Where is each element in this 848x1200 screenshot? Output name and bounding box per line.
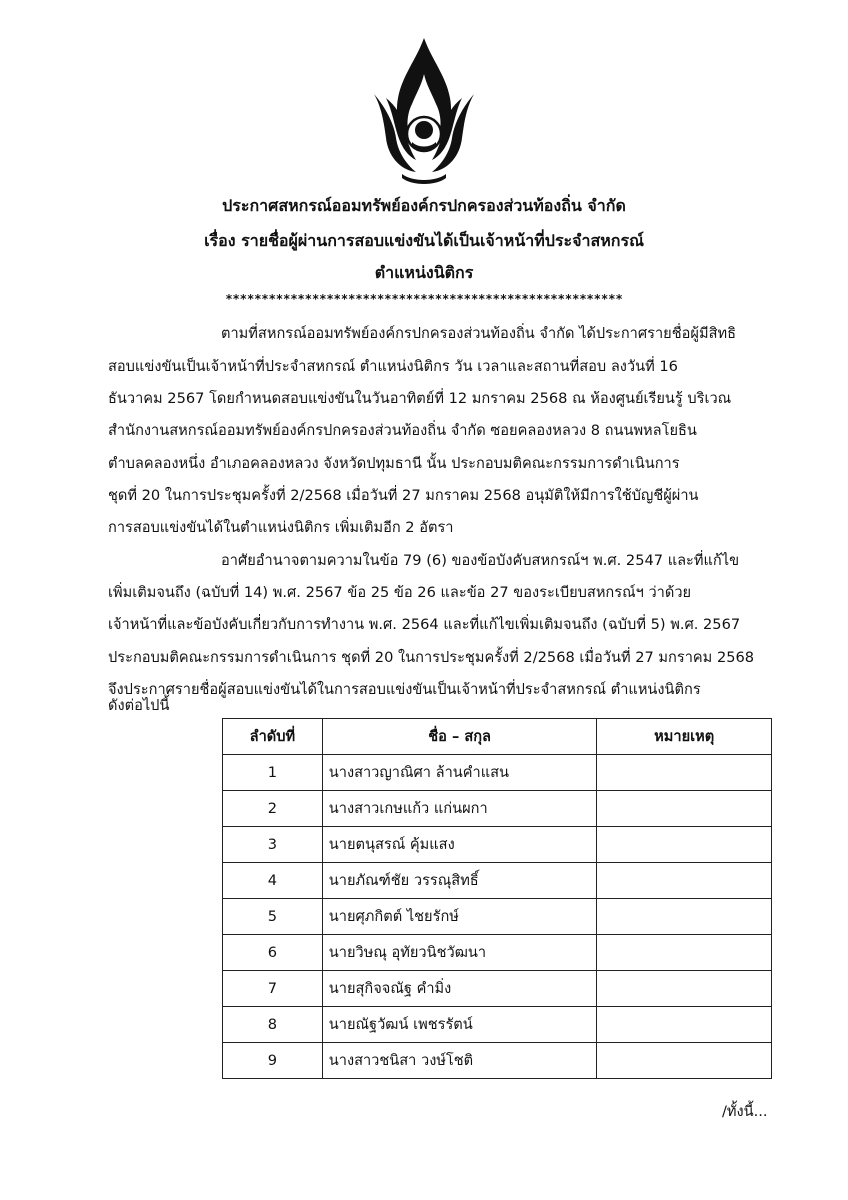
table-row — [223, 935, 772, 971]
row-number: 3 — [223, 827, 323, 863]
row-number: 2 — [223, 791, 323, 827]
table-row — [223, 755, 772, 791]
row-name: นางสาวชนิสา วงษ์โชติ — [322, 1043, 597, 1079]
divider-stars: ******************************************************* — [225, 292, 623, 306]
row-remark — [597, 1007, 772, 1043]
paragraph-2-line-3: เจ้าหน้าที่และข้อบังคับเกี่ยวกับการทำงาน พ.ศ. 2564 และที่แก้ไขเพิ่มเติมจนถึง (ฉบับที่ 5) พ.ศ. 2567 — [108, 616, 741, 633]
announcement-subject: เรื่อง รายชื่อผู้ผ่านการสอบแข่งขันได้เป็นเจ้าหน้าที่ประจำสหกรณ์ — [204, 231, 644, 250]
row-number: 1 — [223, 755, 323, 791]
row-remark — [597, 935, 772, 971]
announcement-title: ประกาศสหกรณ์ออมทรัพย์องค์กรปกครองส่วนท้องถิ่น จำกัด — [222, 196, 626, 215]
row-remark — [597, 791, 772, 827]
row-name: นายสุกิจจณัฐ คำมิ่ง — [322, 971, 597, 1007]
column-header-name: ชื่อ – สกุล — [322, 719, 597, 755]
paragraph-1-line-3: ธันวาคม 2567 โดยกำหนดสอบแข่งขันในวันอาทิตย์ที่ 12 มกราคม 2568 ณ ห้องศูนย์เรียนรู้ บริเวณ — [108, 390, 732, 407]
row-remark — [597, 971, 772, 1007]
row-number: 5 — [223, 899, 323, 935]
row-number: 6 — [223, 935, 323, 971]
row-remark — [597, 755, 772, 791]
row-number: 8 — [223, 1007, 323, 1043]
continued-marker: /ทั้งนี้... — [722, 1103, 768, 1120]
row-remark — [597, 1043, 772, 1079]
table-header-row — [223, 719, 772, 755]
row-number: 4 — [223, 863, 323, 899]
paragraph-2-line-6: ดังต่อไปนี้ — [108, 697, 170, 714]
table-row — [223, 899, 772, 935]
paragraph-1-line-4: สำนักงานสหกรณ์ออมทรัพย์องค์กรปกครองส่วนท้องถิ่น จำกัด ซอยคลองหลวง 8 ถนนพหลโยธิน — [108, 422, 697, 439]
column-header-remark: หมายเหตุ — [597, 719, 772, 755]
row-name: นายภัณฑ์ชัย วรรณุสิทธิ์ — [322, 863, 597, 899]
table-row — [223, 1007, 772, 1043]
row-name: นายศุภกิตต์ ไชยรักษ์ — [322, 899, 597, 935]
row-name: นางสาวเกษแก้ว แก่นผกา — [322, 791, 597, 827]
position-title: ตำแหน่งนิติกร — [374, 263, 474, 282]
cooperative-logo-icon — [372, 38, 476, 188]
paragraph-2-line-2: เพิ่มเติมจนถึง (ฉบับที่ 14) พ.ศ. 2567 ข้อ 25 ข้อ 26 และข้อ 27 ของระเบียบสหกรณ์ฯ ว่าด้วย — [108, 584, 692, 601]
row-remark — [597, 827, 772, 863]
paragraph-1-line-7: การสอบแข่งขันได้ในตำแหน่งนิติกร เพิ่มเติมอีก 2 อัตรา — [108, 519, 454, 536]
row-remark — [597, 899, 772, 935]
row-name: นายณัฐวัฒน์ เพชรรัตน์ — [322, 1007, 597, 1043]
paragraph-2-line-1: อาศัยอำนาจตามความในข้อ 79 (6) ของข้อบังคับสหกรณ์ฯ พ.ศ. 2547 และที่แก้ไข — [221, 552, 740, 569]
row-remark — [597, 863, 772, 899]
row-name: นายวิษณุ อุทัยวนิชวัฒนา — [322, 935, 597, 971]
paragraph-1-line-1: ตามที่สหกรณ์ออมทรัพย์องค์กรปกครองส่วนท้องถิ่น จำกัด ได้ประกาศรายชื่อผู้มีสิทธิ — [221, 325, 736, 342]
paragraph-2-line-5: จึงประกาศรายชื่อผู้สอบแข่งขันได้ในการสอบแข่งขันเป็นเจ้าหน้าที่ประจำสหกรณ์ ตำแหน่งนิติกร — [108, 681, 701, 698]
table-row — [223, 971, 772, 1007]
table-row — [223, 863, 772, 899]
row-name: นางสาวญาณิศา ล้านคำแสน — [322, 755, 597, 791]
table-row — [223, 791, 772, 827]
table-row — [223, 1043, 772, 1079]
row-number: 7 — [223, 971, 323, 1007]
paragraph-1-line-2: สอบแข่งขันเป็นเจ้าหน้าที่ประจำสหกรณ์ ตำแหน่งนิติกร วัน เวลาและสถานที่สอบ ลงวันที่ 16 — [108, 358, 678, 375]
row-name: นายตนุสรณ์ คุ้มแสง — [322, 827, 597, 863]
paragraph-1-line-6: ชุดที่ 20 ในการประชุมครั้งที่ 2/2568 เมื่อวันที่ 27 มกราคม 2568 อนุมัติให้มีการใช้บัญชีผู้ผ่าน — [108, 487, 699, 504]
results-table — [222, 718, 772, 1079]
paragraph-2-line-4: ประกอบมติคณะกรรมการดำเนินการ ชุดที่ 20 ในการประชุมครั้งที่ 2/2568 เมื่อวันที่ 27 มกราคม 2568 — [108, 649, 755, 666]
paragraph-1-line-5: ตำบลคลองหนึ่ง อำเภอคลองหลวง จังหวัดปทุมธานี นั้น ประกอบมติคณะกรรมการดำเนินการ — [108, 455, 680, 472]
table-row — [223, 827, 772, 863]
row-number: 9 — [223, 1043, 323, 1079]
column-header-order: ลำดับที่ — [223, 719, 323, 755]
